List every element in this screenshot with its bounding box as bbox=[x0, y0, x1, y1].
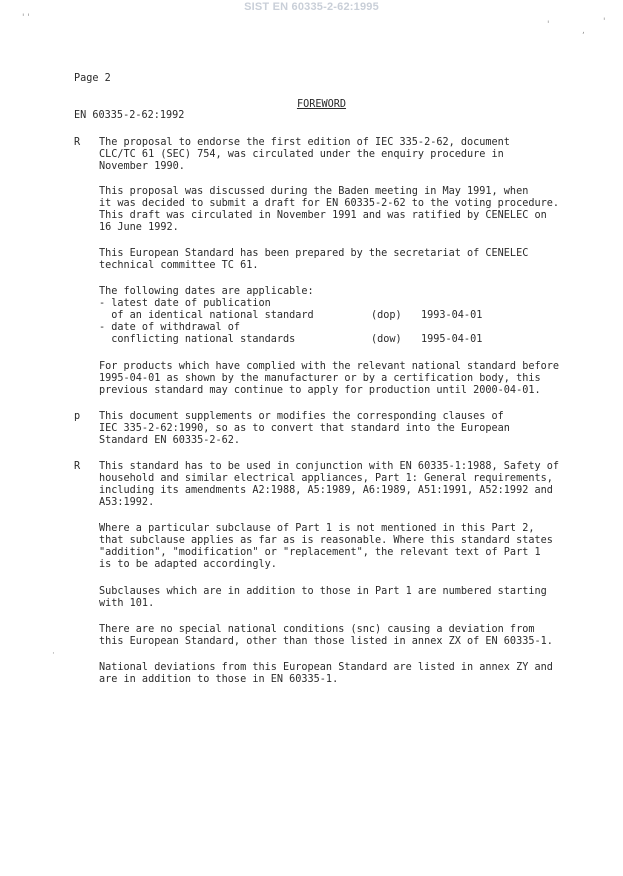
scan-speck: ' bbox=[603, 17, 606, 27]
page-header bbox=[74, 49, 184, 134]
margin-marker-r2: R bbox=[74, 461, 81, 472]
text-line: it was decided to submit a draft for EN 60335-2-62 to the voting procedure. bbox=[99, 198, 560, 209]
text-line: is to be adapted accordingly. bbox=[99, 559, 277, 570]
text-line: Standard EN 60335-2-62. bbox=[99, 435, 241, 446]
text-line: National deviations from this European Standard are listed in annex ZY and bbox=[99, 662, 553, 673]
watermark: SIST EN 60335-2-62:1995 bbox=[244, 1, 379, 13]
date-code: (dow) bbox=[371, 334, 402, 345]
text-line: There are no special national conditions (snc) causing a deviation from bbox=[99, 624, 535, 635]
text-line: This document supplements or modifies the corresponding clauses of bbox=[99, 411, 504, 422]
text-line: are in addition to those in EN 60335-1. bbox=[99, 674, 339, 685]
date-label: of an identical national standard bbox=[99, 310, 314, 321]
scan-speck: · bbox=[52, 649, 55, 659]
page-title bbox=[10, 99, 623, 111]
scan-speck: ' ' bbox=[22, 13, 30, 23]
date-code: (dop) bbox=[371, 310, 402, 321]
text-line: household and similar electrical appliances, Part 1: General requirements, bbox=[99, 473, 553, 484]
date-value: 1993-04-01 bbox=[421, 310, 483, 321]
date-label: - latest date of publication bbox=[99, 298, 271, 309]
text-line: The proposal to endorse the first edition of IEC 335-2-62, document bbox=[99, 137, 510, 148]
text-line: Where a particular subclause of Part 1 is not mentioned in this Part 2, bbox=[99, 523, 535, 534]
text-line: CLC/TC 61 (SEC) 754, was circulated under the enquiry procedure in bbox=[99, 149, 504, 160]
page-number: Page 2 bbox=[74, 73, 111, 85]
text-line: This proposal was discussed during the Baden meeting in May 1991, when bbox=[99, 186, 529, 197]
text-line: For products which have complied with the relevant national standard before bbox=[99, 361, 560, 372]
text-line: this European Standard, other than those listed in annex ZX of EN 60335-1. bbox=[99, 636, 553, 647]
text-line: This draft was circulated in November 1991 and was ratified by CENELEC on bbox=[99, 210, 547, 221]
text-line: A53:1992. bbox=[99, 497, 155, 508]
margin-marker-p: p bbox=[74, 411, 81, 422]
text-line: November 1990. bbox=[99, 161, 185, 172]
text-line: "addition", "modification" or "replacement", the relevant text of Part 1 bbox=[99, 547, 541, 558]
text-line: IEC 335-2-62:1990, so as to convert that standard into the European bbox=[99, 423, 510, 434]
text-line: 1995-04-01 as shown by the manufacturer or by a certification body, this bbox=[99, 373, 541, 384]
scan-speck: ' bbox=[547, 20, 550, 30]
foreword-heading: FOREWORD bbox=[296, 99, 347, 110]
text-line: This European Standard has been prepared by the secretariat of CENELEC bbox=[99, 248, 529, 259]
date-label: - date of withdrawal of bbox=[99, 322, 241, 333]
text-line: that subclause applies as far as is reasonable. Where this standard states bbox=[99, 535, 553, 546]
text-line: including its amendments A2:1988, A5:1989, A6:1989, A51:1991, A52:1992 and bbox=[99, 485, 553, 496]
text-line: with 101. bbox=[99, 598, 155, 609]
date-label: conflicting national standards bbox=[99, 334, 296, 345]
date-value: 1995-04-01 bbox=[421, 334, 483, 345]
text-line: technical committee TC 61. bbox=[99, 260, 259, 271]
text-line: This standard has to be used in conjunction with EN 60335-1:1988, Safety of bbox=[99, 461, 560, 472]
text-line: previous standard may continue to apply for production until 2000-04-01. bbox=[99, 385, 541, 396]
standard-reference: EN 60335-2-62:1992 bbox=[74, 110, 185, 122]
scan-speck: , bbox=[582, 26, 585, 36]
text-line: 16 June 1992. bbox=[99, 222, 179, 233]
text-line: Subclauses which are in addition to those in Part 1 are numbered starting bbox=[99, 586, 547, 597]
margin-marker-r1: R bbox=[74, 137, 81, 148]
text-line: The following dates are applicable: bbox=[99, 286, 314, 297]
